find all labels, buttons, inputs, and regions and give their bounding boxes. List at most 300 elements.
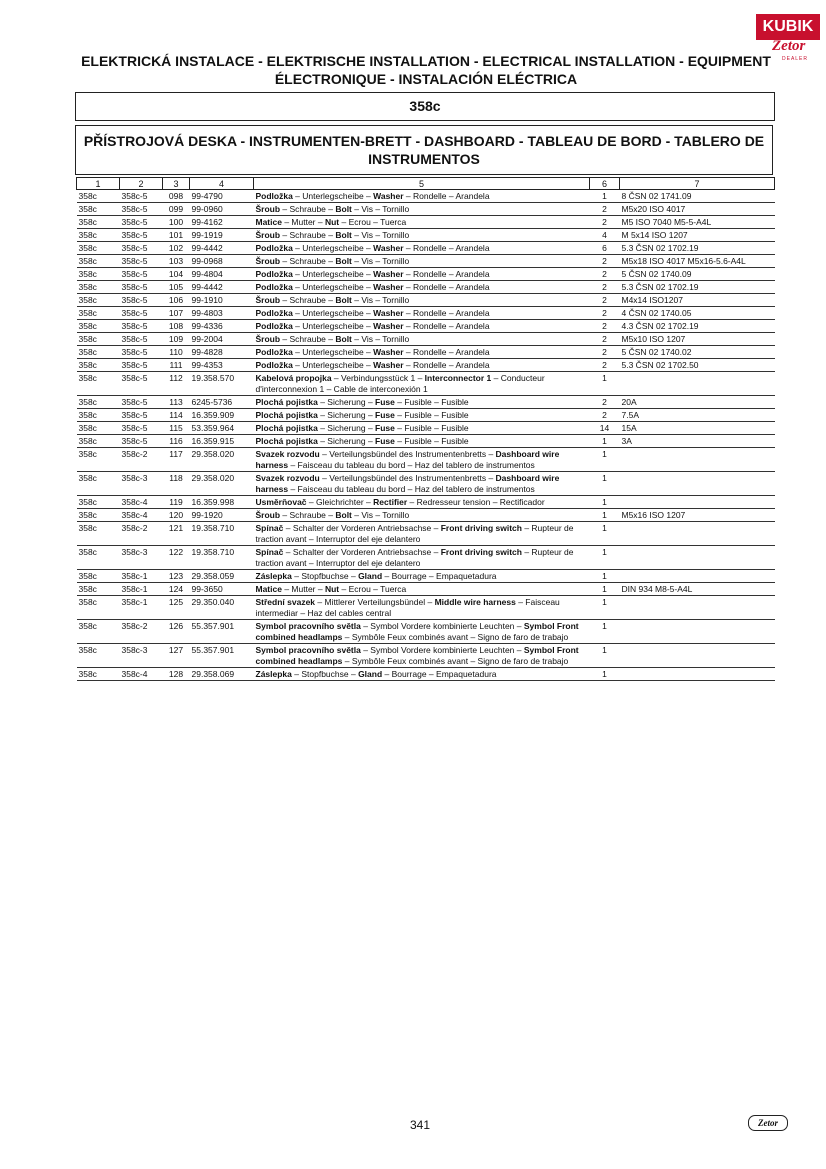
figure-cell: 358c-5 (120, 229, 163, 242)
part-name-cz: Podložka (255, 282, 293, 292)
part-name-fr-es: – Rondelle – Arandela (403, 191, 490, 201)
quantity-cell: 2 (590, 346, 620, 359)
part-name-de: – Sicherung – (317, 410, 376, 420)
figure-cell: 358c-2 (120, 448, 163, 472)
part-name-cz: Podložka (255, 321, 293, 331)
part-name-de: – Symbol Vordere kombinierte Leuchten – (360, 621, 524, 631)
position-cell: 104 (163, 268, 190, 281)
table-row (77, 242, 775, 255)
quantity-cell: 6 (590, 242, 620, 255)
table-row (77, 644, 775, 668)
description-cell (254, 281, 590, 294)
part-name-en: Symbol Front combined headlamps (255, 645, 579, 666)
part-name-de: – Sicherung – (317, 397, 376, 407)
group-cell: 358c (77, 596, 120, 620)
part-name-cz: Šroub (255, 204, 281, 214)
position-cell: 118 (163, 472, 190, 496)
part-name-fr-es: – Faisceau du tableau du bord – Haz del tablero de instrumentos (288, 460, 535, 470)
part-number-cell: 19.358.710 (190, 522, 254, 546)
part-name-cz: Usměrňovač (255, 497, 307, 507)
table-row (77, 396, 775, 409)
group-cell: 358c (77, 190, 120, 203)
quantity-cell: 2 (590, 255, 620, 268)
group-cell: 358c (77, 570, 120, 583)
description-cell (254, 570, 590, 583)
quantity-cell: 2 (590, 307, 620, 320)
part-name-en: Rectifier (373, 497, 408, 507)
part-number-cell: 99-3650 (190, 583, 254, 596)
part-name-cz: Šroub (255, 230, 281, 240)
part-number-cell: 99-4162 (190, 216, 254, 229)
column-header: 7 (620, 178, 775, 190)
part-number-cell: 99-1919 (190, 229, 254, 242)
figure-cell: 358c-5 (120, 333, 163, 346)
part-number-cell: 19.358.570 (190, 372, 254, 396)
note-cell (620, 596, 775, 620)
description-cell (254, 596, 590, 620)
note-cell: M5x16 ISO 1207 (620, 509, 775, 522)
quantity-cell: 1 (590, 372, 620, 396)
part-number-cell: 99-4828 (190, 346, 254, 359)
group-cell: 358c (77, 644, 120, 668)
part-name-cz: Plochá pojistka (255, 397, 318, 407)
note-cell: 5.3 ČSN 02 1702.19 (620, 281, 775, 294)
part-name-de: – Sicherung – (317, 423, 376, 433)
part-name-cz: Záslepka (255, 571, 292, 581)
part-name-en: Fuse (375, 410, 395, 420)
quantity-cell: 2 (590, 203, 620, 216)
part-name-en: Gland (358, 571, 383, 581)
part-name-de: – Unterlegscheibe – (292, 321, 374, 331)
table-body (77, 190, 775, 681)
note-cell: 7.5A (620, 409, 775, 422)
table-row (77, 255, 775, 268)
part-name-en: Bolt (335, 334, 352, 344)
note-cell: 4.3 ČSN 02 1702.19 (620, 320, 775, 333)
position-cell: 110 (163, 346, 190, 359)
part-number-cell: 16.359.915 (190, 435, 254, 448)
part-name-fr-es: – Symbôle Feux combinés avant – Signo de faro de trabajo (342, 656, 569, 666)
part-name-en: Fuse (375, 436, 395, 446)
column-header: 6 (590, 178, 620, 190)
note-cell (620, 668, 775, 681)
quantity-cell: 2 (590, 409, 620, 422)
part-name-de: – Unterlegscheibe – (292, 308, 374, 318)
group-cell: 358c (77, 583, 120, 596)
header-line-1: ELEKTRICKÁ INSTALACE - ELEKTRISCHE INSTALLATION - ELECTRICAL INSTALLATION - EQUIPMENT (81, 53, 771, 69)
quantity-cell: 1 (590, 583, 620, 596)
group-cell: 358c (77, 294, 120, 307)
table-row (77, 509, 775, 522)
part-name-de: – Schraube – (280, 334, 336, 344)
part-number-cell: 99-0968 (190, 255, 254, 268)
note-cell: 5 ČSN 02 1740.02 (620, 346, 775, 359)
part-name-cz: Podložka (255, 269, 293, 279)
part-name-fr-es: – Vis – Tornillo (351, 230, 410, 240)
part-name-cz: Podložka (255, 308, 293, 318)
part-name-cz: Matice (255, 217, 282, 227)
position-cell: 126 (163, 620, 190, 644)
figure-cell: 358c-5 (120, 359, 163, 372)
part-name-fr-es: – Rondelle – Arandela (403, 321, 490, 331)
figure-cell: 358c-5 (120, 435, 163, 448)
description-cell (254, 644, 590, 668)
parts-table (76, 177, 775, 681)
logo-brand: Zetor (772, 38, 806, 54)
part-number-cell: 99-4804 (190, 268, 254, 281)
position-cell: 114 (163, 409, 190, 422)
position-cell: 121 (163, 522, 190, 546)
table-row (77, 668, 775, 681)
part-name-cz: Svazek rozvodu (255, 449, 320, 459)
header-line-2: ÉLECTRONIQUE - INSTALACIÓN ELÉCTRICA (274, 71, 578, 87)
position-cell: 116 (163, 435, 190, 448)
description-cell (254, 333, 590, 346)
group-cell: 358c (77, 242, 120, 255)
part-name-de: – Mittlerer Verteilungsbündel – (315, 597, 435, 607)
part-name-de: – Schraube – (280, 256, 336, 266)
quantity-cell: 1 (590, 496, 620, 509)
description-cell (254, 620, 590, 644)
description-cell (254, 320, 590, 333)
description-cell (254, 372, 590, 396)
description-cell (254, 203, 590, 216)
position-cell: 112 (163, 372, 190, 396)
figure-cell: 358c-5 (120, 294, 163, 307)
part-name-de: – Unterlegscheibe – (292, 360, 374, 370)
part-name-fr-es: – Symbôle Feux combinés avant – Signo de faro de trabajo (342, 632, 569, 642)
part-name-de: – Gleichrichter – (306, 497, 374, 507)
part-number-cell: 29.358.069 (190, 668, 254, 681)
part-name-cz: Kabelová propojka (255, 373, 332, 383)
note-cell: 5 ČSN 02 1740.09 (620, 268, 775, 281)
figure-cell: 358c-1 (120, 583, 163, 596)
group-cell: 358c (77, 496, 120, 509)
figure-cell: 358c-4 (120, 496, 163, 509)
group-cell: 358c (77, 216, 120, 229)
part-number-cell: 16.359.909 (190, 409, 254, 422)
note-cell: 5.3 ČSN 02 1702.19 (620, 242, 775, 255)
figure-cell: 358c-5 (120, 372, 163, 396)
note-cell: M5x10 ISO 1207 (620, 333, 775, 346)
footer-zetor-logo: Zetor (748, 1115, 788, 1131)
table-row (77, 422, 775, 435)
description-cell (254, 409, 590, 422)
part-name-de: – Schalter der Vorderen Antriebsachse – (283, 547, 441, 557)
note-cell (620, 620, 775, 644)
part-name-de: – Unterlegscheibe – (292, 243, 374, 253)
part-name-fr-es: – Faisceau intermediar – Haz del cables central (255, 597, 560, 618)
quantity-cell: 2 (590, 268, 620, 281)
table-row (77, 596, 775, 620)
description-cell (254, 359, 590, 372)
position-cell: 120 (163, 509, 190, 522)
part-number-cell: 99-2004 (190, 333, 254, 346)
part-name-en: Washer (373, 269, 404, 279)
part-name-fr-es: – Rondelle – Arandela (403, 282, 490, 292)
part-number-cell: 99-4790 (190, 190, 254, 203)
part-name-fr-es: – Conducteur d'interconnexion 1 – Cable de interconexión 1 (255, 373, 545, 394)
position-cell: 100 (163, 216, 190, 229)
part-name-en: Gland (358, 669, 383, 679)
figure-cell: 358c-5 (120, 255, 163, 268)
group-cell: 358c (77, 333, 120, 346)
position-cell: 102 (163, 242, 190, 255)
part-name-cz: Šroub (255, 510, 281, 520)
quantity-cell: 1 (590, 596, 620, 620)
position-cell: 122 (163, 546, 190, 570)
part-name-fr-es: – Rondelle – Arandela (403, 360, 490, 370)
position-cell: 125 (163, 596, 190, 620)
part-name-cz: Střední svazek (255, 597, 316, 607)
figure-cell: 358c-5 (120, 190, 163, 203)
part-number-cell: 29.358.059 (190, 570, 254, 583)
position-cell: 123 (163, 570, 190, 583)
table-row (77, 496, 775, 509)
part-name-en: Nut (324, 217, 340, 227)
part-name-en: Dashboard wire harness (255, 473, 560, 494)
part-number-cell: 99-4803 (190, 307, 254, 320)
part-name-de: – Verbindungsstück 1 – (331, 373, 425, 383)
group-cell: 358c (77, 409, 120, 422)
figure-cell: 358c-1 (120, 570, 163, 583)
note-cell: 15A (620, 422, 775, 435)
part-name-de: – Unterlegscheibe – (292, 347, 374, 357)
column-header: 2 (120, 178, 163, 190)
table-row (77, 522, 775, 546)
part-number-cell: 99-4336 (190, 320, 254, 333)
part-name-en: Washer (373, 360, 404, 370)
group-cell: 358c (77, 546, 120, 570)
position-cell: 119 (163, 496, 190, 509)
part-name-de: – Unterlegscheibe – (292, 282, 374, 292)
table-row (77, 620, 775, 644)
note-cell: M5x18 ISO 4017 M5x16-5.6-A4L (620, 255, 775, 268)
page-number: 341 (409, 1118, 431, 1132)
table-row (77, 448, 775, 472)
group-cell: 358c (77, 346, 120, 359)
part-name-de: – Schraube – (280, 510, 336, 520)
part-name-cz: Svazek rozvodu (255, 473, 320, 483)
position-cell: 111 (163, 359, 190, 372)
part-name-de: – Mutter – (281, 217, 325, 227)
group-cell: 358c (77, 203, 120, 216)
quantity-cell: 4 (590, 229, 620, 242)
figure-cell: 358c-5 (120, 396, 163, 409)
table-row (77, 320, 775, 333)
description-cell (254, 546, 590, 570)
description-cell (254, 396, 590, 409)
part-name-cz: Plochá pojistka (255, 410, 318, 420)
group-cell: 358c (77, 509, 120, 522)
table-row (77, 268, 775, 281)
part-name-fr-es: – Rupteur de traction avant – Interruptor del eje delantero (255, 547, 574, 568)
note-cell (620, 496, 775, 509)
group-cell: 358c (77, 229, 120, 242)
position-cell: 099 (163, 203, 190, 216)
table-row (77, 409, 775, 422)
table-row (77, 372, 775, 396)
part-name-de: – Unterlegscheibe – (292, 191, 374, 201)
column-header: 3 (163, 178, 190, 190)
logo-badge (756, 14, 820, 40)
part-name-de: – Schraube – (280, 295, 336, 305)
figure-cell: 358c-4 (120, 509, 163, 522)
group-cell: 358c (77, 448, 120, 472)
description-cell (254, 422, 590, 435)
group-cell: 358c (77, 320, 120, 333)
part-name-fr-es: – Rondelle – Arandela (403, 269, 490, 279)
part-name-cz: Záslepka (255, 669, 292, 679)
part-name-fr-es: – Vis – Tornillo (351, 204, 410, 214)
quantity-cell: 1 (590, 472, 620, 496)
description-cell (254, 435, 590, 448)
position-cell: 117 (163, 448, 190, 472)
position-cell: 105 (163, 281, 190, 294)
description-cell (254, 307, 590, 320)
quantity-cell: 2 (590, 333, 620, 346)
part-name-en: Fuse (375, 423, 395, 433)
part-name-fr-es: – Fusible – Fusible (394, 423, 469, 433)
group-cell: 358c (77, 668, 120, 681)
part-name-cz: Plochá pojistka (255, 423, 318, 433)
description-cell (254, 242, 590, 255)
position-cell: 103 (163, 255, 190, 268)
logo-sub: DEALER (782, 56, 809, 62)
note-cell: M5x20 ISO 4017 (620, 203, 775, 216)
part-number-cell: 99-0960 (190, 203, 254, 216)
part-name-en: Nut (324, 584, 340, 594)
part-name-en: Bolt (335, 510, 352, 520)
note-cell: 20A (620, 396, 775, 409)
part-name-de: – Verteilungsbündel des Instrumentenbretts – (319, 473, 496, 483)
part-name-fr-es: – Faisceau du tableau du bord – Haz del tablero de instrumentos (288, 484, 535, 494)
part-name-en: Bolt (335, 256, 352, 266)
column-header: 1 (77, 178, 120, 190)
figure-cell: 358c-1 (120, 596, 163, 620)
quantity-cell: 1 (590, 190, 620, 203)
part-name-de: – Schraube – (280, 230, 336, 240)
table-header-row (77, 178, 775, 190)
part-name-cz: Spínač (255, 547, 284, 557)
group-cell: 358c (77, 359, 120, 372)
part-name-en: Washer (373, 308, 404, 318)
position-cell: 124 (163, 583, 190, 596)
quantity-cell: 2 (590, 281, 620, 294)
part-name-en: Washer (373, 347, 404, 357)
part-number-cell: 99-4442 (190, 281, 254, 294)
table-row (77, 583, 775, 596)
part-name-de: – Unterlegscheibe – (292, 269, 374, 279)
part-number-cell: 29.358.020 (190, 472, 254, 496)
figure-cell: 358c-3 (120, 644, 163, 668)
column-header: 4 (190, 178, 254, 190)
position-cell: 107 (163, 307, 190, 320)
part-number-cell: 99-4442 (190, 242, 254, 255)
description-cell (254, 216, 590, 229)
note-cell (620, 522, 775, 546)
part-name-en: Dashboard wire harness (255, 449, 560, 470)
table-row (77, 229, 775, 242)
group-cell: 358c (77, 281, 120, 294)
part-name-fr-es: – Vis – Tornillo (351, 510, 410, 520)
table-row (77, 216, 775, 229)
part-name-cz: Matice (255, 584, 282, 594)
part-name-fr-es: – Ecrou – Tuerca (339, 584, 407, 594)
part-name-en: Washer (373, 282, 404, 292)
part-name-en: Fuse (375, 397, 395, 407)
figure-cell: 358c-5 (120, 346, 163, 359)
note-cell: M 5x14 ISO 1207 (620, 229, 775, 242)
part-number-cell: 55.357.901 (190, 644, 254, 668)
part-name-en: Interconnector 1 (424, 373, 492, 383)
description-cell (254, 229, 590, 242)
part-name-fr-es: – Vis – Tornillo (351, 334, 410, 344)
table-row (77, 307, 775, 320)
group-cell: 358c (77, 620, 120, 644)
group-cell: 358c (77, 472, 120, 496)
note-cell: M5 ISO 7040 M5-5-A4L (620, 216, 775, 229)
position-cell: 106 (163, 294, 190, 307)
part-name-en: Washer (373, 191, 404, 201)
quantity-cell: 2 (590, 359, 620, 372)
part-name-fr-es: – Vis – Tornillo (351, 256, 410, 266)
part-name-fr-es: – Vis – Tornillo (351, 295, 410, 305)
part-name-cz: Spínač (255, 523, 284, 533)
part-name-en: Symbol Front combined headlamps (255, 621, 579, 642)
description-cell (254, 255, 590, 268)
table-row (77, 203, 775, 216)
part-name-en: Washer (373, 243, 404, 253)
part-name-cz: Podložka (255, 360, 293, 370)
part-name-fr-es: – Ecrou – Tuerca (339, 217, 407, 227)
part-name-cz: Symbol pracovního světla (255, 645, 361, 655)
note-cell (620, 644, 775, 668)
description-cell (254, 522, 590, 546)
group-cell: 358c (77, 307, 120, 320)
figure-cell: 358c-5 (120, 281, 163, 294)
part-name-en: Front driving switch (440, 547, 522, 557)
part-number-cell: 55.357.901 (190, 620, 254, 644)
part-name-de: – Stopfbuchse – (291, 669, 359, 679)
table-row (77, 359, 775, 372)
position-cell: 098 (163, 190, 190, 203)
part-name-de: – Schalter der Vorderen Antriebsachse – (283, 523, 441, 533)
part-name-de: – Mutter – (281, 584, 325, 594)
part-name-fr-es: – Rondelle – Arandela (403, 347, 490, 357)
part-name-fr-es: – Bourrage – Empaquetadura (382, 669, 497, 679)
position-cell: 128 (163, 668, 190, 681)
figure-cell: 358c-5 (120, 320, 163, 333)
figure-cell: 358c-2 (120, 620, 163, 644)
part-number-cell: 6245-5736 (190, 396, 254, 409)
table-row (77, 472, 775, 496)
figure-cell: 358c-3 (120, 472, 163, 496)
part-number-cell: 99-4353 (190, 359, 254, 372)
quantity-cell: 1 (590, 448, 620, 472)
part-number-cell: 99-1910 (190, 294, 254, 307)
part-name-cz: Podložka (255, 243, 293, 253)
part-name-cz: Symbol pracovního světla (255, 621, 361, 631)
part-name-fr-es: – Fusible – Fusible (394, 397, 469, 407)
description-cell (254, 294, 590, 307)
quantity-cell: 1 (590, 522, 620, 546)
quantity-cell: 2 (590, 216, 620, 229)
figure-cell: 358c-5 (120, 203, 163, 216)
logo-top-text: KUBIK (762, 18, 814, 35)
figure-cell: 358c-2 (120, 522, 163, 546)
note-cell: M4x14 ISO1207 (620, 294, 775, 307)
